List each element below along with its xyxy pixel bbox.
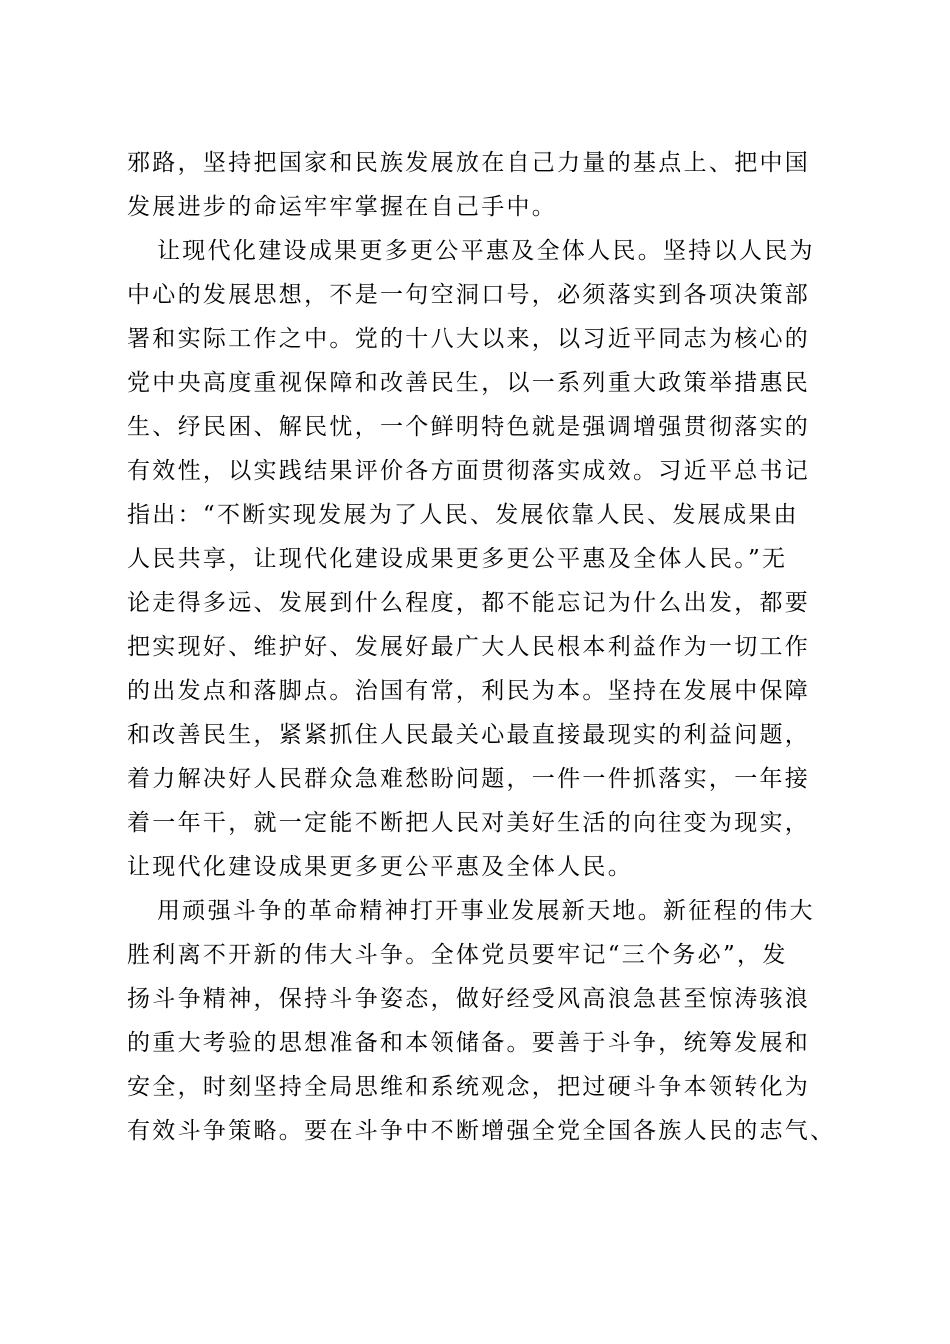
text-line: 生、纾民困、解民忧，一个鲜明特色就是强调增强贯彻落实的 [127,414,811,440]
text-line: 胜利离不开新的伟大斗争。全体党员要牢记“三个务必”，发 [127,942,788,968]
paragraph-start-line: 让现代化建设成果更多更公平惠及全体人民。坚持以人民为 [157,238,815,264]
text-line: 有效斗争策略。要在斗争中不断增强全党全国各族人民的志气、 [127,1118,836,1144]
paragraph-start-line: 用顽强斗争的革命精神打开事业发展新天地。新征程的伟大 [157,898,815,924]
text-line: 有效性，以实践结果评价各方面贯彻落实成效。习近平总书记 [127,458,811,484]
text-line: 论走得多远、发展到什么程度，都不能忘记为什么出发，都要 [127,590,811,616]
text-line: 和改善民生，紧紧抓住人民最关心最直接最现实的利益问题， [127,722,811,748]
text-line: 邪路，坚持把国家和民族发展放在自己力量的基点上、把中国 [127,150,811,176]
text-line: 的重大考验的思想准备和本领储备。要善于斗争，统筹发展和 [127,1030,811,1056]
text-line: 的出发点和落脚点。治国有常，利民为本。坚持在发展中保障 [127,678,811,704]
text-line: 让现代化建设成果更多更公平惠及全体人民。 [127,854,633,880]
text-line: 指出：“不断实现发展为了人民、发展依靠人民、发展成果由 [127,502,799,528]
text-line: 把实现好、维护好、发展好最广大人民根本利益作为一切工作 [127,634,811,660]
text-line: 人民共享，让现代化建设成果更多更公平惠及全体人民。”无 [127,546,788,572]
text-line: 发展进步的命运牢牢掌握在自己手中。 [127,194,558,220]
text-line: 安全，时刻坚持全局思维和系统观念，把过硬斗争本领转化为 [127,1074,811,1100]
text-line: 中心的发展思想，不是一句空洞口号，必须落实到各项决策部 [127,282,811,308]
text-line: 署和实际工作之中。党的十八大以来，以习近平同志为核心的 [127,326,811,352]
text-line: 着力解决好人民群众急难愁盼问题，一件一件抓落实，一年接 [127,766,811,792]
text-line: 扬斗争精神，保持斗争姿态，做好经受风高浪急甚至惊涛骇浪 [127,986,811,1012]
text-line: 党中央高度重视保障和改善民生，以一系列重大政策举措惠民 [127,370,811,396]
text-line: 着一年干，就一定能不断把人民对美好生活的向往变为现实， [127,810,811,836]
